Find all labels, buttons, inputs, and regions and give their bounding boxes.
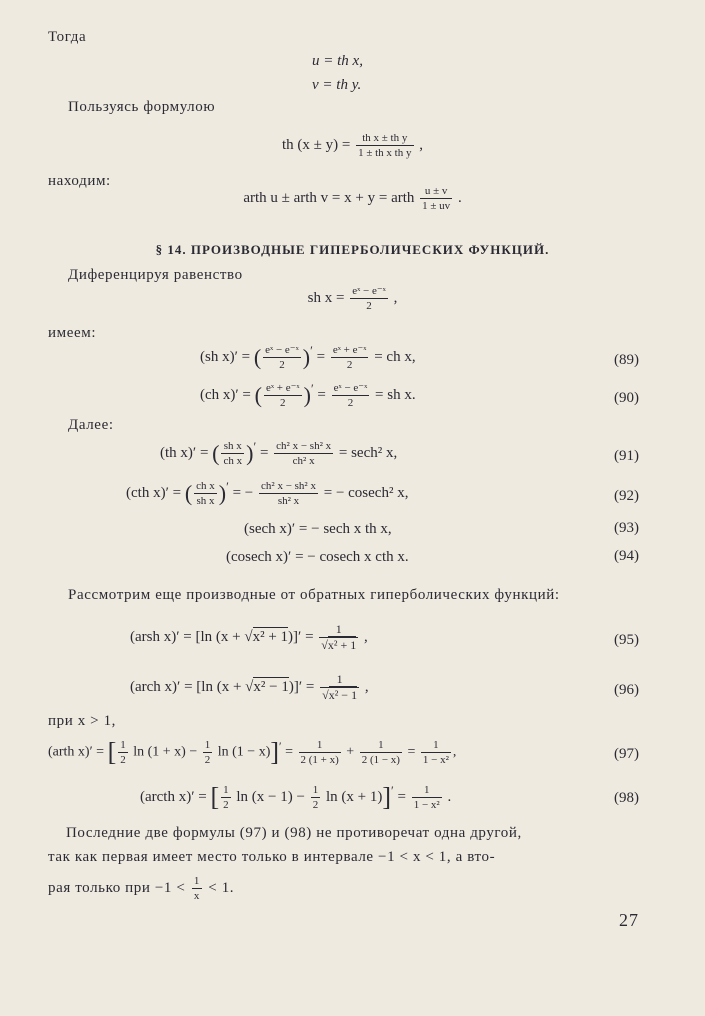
eq-95-rhs: )]′ = xyxy=(288,628,314,645)
eq-97-fraction-1 xyxy=(299,738,341,767)
fraction-denominator xyxy=(320,688,359,703)
prime-mark: ′ xyxy=(310,344,313,358)
eq-v-th: v = th y. xyxy=(312,77,362,93)
eq-98 xyxy=(140,782,451,812)
eq-94: (cosech x)′ = − cosech x cth x. xyxy=(226,549,409,565)
eq-98-mid2: ln (x + 1) xyxy=(325,789,383,805)
prime-mark: ′ xyxy=(310,382,314,396)
fraction-denominator: 1 ± th x th y xyxy=(358,147,412,159)
fraction-numerator: eˣ − e⁻ˣ xyxy=(265,344,299,357)
fraction-denominator: 2 xyxy=(280,397,286,410)
fraction-denominator: ch² x xyxy=(292,455,315,468)
fraction-denominator: 2 xyxy=(347,397,354,410)
eq-89-fraction xyxy=(331,343,369,372)
eq-96-fraction xyxy=(320,672,359,703)
eq-89-tail: = ch x, xyxy=(374,349,416,365)
left-bracket: [ xyxy=(107,737,117,767)
eq-92-inner-fraction xyxy=(194,479,217,508)
fraction-denominator xyxy=(319,638,358,653)
left-bracket: [ xyxy=(210,782,220,812)
right-paren: ) xyxy=(303,382,311,408)
text-dalee: Далее: xyxy=(68,417,114,433)
equals-sign: = xyxy=(285,744,293,760)
fraction-numerator: 1 xyxy=(120,739,126,751)
fraction-numerator: eˣ + e⁻ˣ xyxy=(265,382,300,395)
half-fraction xyxy=(118,738,128,767)
eq-number-95: (95) xyxy=(614,632,639,648)
eq-97-mid2: ln (1 − x) xyxy=(217,744,271,760)
section-title: § 14. ПРОИЗВОДНЫЕ ГИПЕРБОЛИЧЕСКИХ ФУНКЦИЙ. xyxy=(155,242,550,257)
fraction-numerator: 1 xyxy=(299,738,341,753)
text-last-line-1: Последние две формулы (97) и (98) не противоречат одна другой, xyxy=(66,825,522,841)
fraction-denominator: x xyxy=(193,890,200,902)
text-last-line-3 xyxy=(48,874,234,903)
prime-mark: ′ xyxy=(226,480,229,494)
right-paren: ) xyxy=(218,480,227,506)
fraction-numerator: eˣ + e⁻ˣ xyxy=(332,344,367,357)
eq-91 xyxy=(160,438,397,468)
eq-91-fraction xyxy=(274,439,333,468)
fraction-denominator: 2 xyxy=(204,754,211,766)
eq-95-lhs: (arsh x)′ = [ln (x + √ xyxy=(130,628,253,645)
eq-sh-def-tail: , xyxy=(393,289,398,306)
eq-91-inner-fraction xyxy=(221,439,244,468)
page-number: 27 xyxy=(619,910,639,930)
eq-97-fraction-3 xyxy=(421,738,451,767)
eq-number-96: (96) xyxy=(614,682,639,698)
prime-mark: ′ xyxy=(279,740,282,754)
fraction-denominator: 2 (1 + x) xyxy=(300,754,339,766)
reciprocal-fraction xyxy=(192,874,202,903)
fraction-denominator: 2 xyxy=(279,359,285,372)
right-paren: ) xyxy=(246,440,254,466)
eq-arth-sum-fraction xyxy=(420,184,452,213)
eq-95-tail: , xyxy=(364,628,368,645)
eq-th-sum-fraction xyxy=(356,131,413,160)
fraction-denominator: sh² x xyxy=(277,495,300,508)
text-formula: Пользуясь формулою xyxy=(68,99,216,115)
eq-sh-def-lhs: sh x = xyxy=(307,289,345,306)
fraction-numerator: sh x xyxy=(221,439,244,454)
fraction-numerator: u ± v xyxy=(420,184,452,199)
sqrt-sign: √ xyxy=(322,688,329,702)
fraction-denominator: 2 (1 − x) xyxy=(361,754,400,766)
text-diff: Диференцируя равенство xyxy=(68,267,243,283)
eq-95-fraction xyxy=(319,622,358,653)
eq-92-lhs: (cth x)′ = xyxy=(126,485,182,501)
eq-98-tail: . xyxy=(447,789,452,805)
sqrt-sign: √ xyxy=(321,638,328,652)
eq-97-mid1: ln (1 + x) − xyxy=(133,744,198,760)
fraction-numerator: 1 xyxy=(412,783,442,798)
eq-number-90: (90) xyxy=(614,390,639,406)
text-nahodim: находим: xyxy=(48,173,111,189)
left-paren: ( xyxy=(254,382,262,408)
eq-sh-def xyxy=(0,284,705,313)
eq-u-th: u = th x, xyxy=(312,53,363,69)
half-fraction xyxy=(311,783,321,812)
fraction-numerator: 1 xyxy=(360,738,402,753)
text-last-line-3a: рая только при −1 < xyxy=(48,879,186,896)
eq-93: (sech x)′ = − sech x th x, xyxy=(244,521,392,537)
fraction-denominator: sh x xyxy=(196,495,215,508)
fraction-numerator: 1 xyxy=(319,622,358,638)
eq-number-93: (93) xyxy=(614,520,639,536)
half-fraction xyxy=(203,738,213,767)
equals-sign: = xyxy=(407,744,416,760)
sqrt-radicand: x² − 1 xyxy=(328,688,358,702)
fraction-denominator: 2 xyxy=(346,359,353,372)
eq-arth-sum-tail: . xyxy=(457,189,462,206)
fraction-numerator: th x ± th y xyxy=(356,131,413,146)
eq-sh-def-fraction xyxy=(350,284,388,313)
eq-89-inner-fraction xyxy=(263,343,301,372)
eq-arth-sum-lhs: arth u ± arth v = x + y = arth xyxy=(243,189,415,206)
fraction-numerator: 1 xyxy=(421,738,451,753)
eq-92-tail: = − cosech² x, xyxy=(323,485,409,501)
fraction-numerator: ch² x − sh² x xyxy=(261,480,316,493)
eq-91-tail: = sech² x, xyxy=(338,445,398,461)
right-bracket: ] xyxy=(382,782,392,812)
eq-98-lhs: (arcth x)′ = xyxy=(140,789,207,805)
eq-91-lhs: (th x)′ = xyxy=(160,445,209,461)
eq-97-fraction-2 xyxy=(360,738,402,767)
right-bracket: ] xyxy=(270,737,280,767)
equals-sign: = xyxy=(397,789,406,805)
right-paren: ) xyxy=(302,344,311,370)
fraction-numerator: 1 xyxy=(204,739,211,751)
fraction-denominator: 2 xyxy=(223,799,229,812)
eq-96 xyxy=(130,672,369,703)
left-paren: ( xyxy=(253,344,262,370)
equals-sign: = xyxy=(316,349,326,365)
equals-sign: = xyxy=(259,445,269,461)
fraction-denominator: 1 − x² xyxy=(413,799,440,812)
eq-number-92: (92) xyxy=(614,488,639,504)
eq-96-radicand: x² − 1 xyxy=(253,678,289,695)
eq-89-lhs: (sh x)′ = xyxy=(200,349,251,365)
eq-number-94: (94) xyxy=(614,548,639,564)
eq-92-fraction xyxy=(259,479,318,508)
fraction-numerator: 1 xyxy=(320,672,359,688)
fraction-numerator: eˣ − e⁻ˣ xyxy=(333,382,368,395)
eq-96-lhs: (arch x)′ = [ln (x + √ xyxy=(130,678,254,695)
eq-90-inner-fraction xyxy=(264,381,302,410)
fraction-numerator: 1 xyxy=(312,784,319,797)
fraction-numerator: eˣ − e⁻ˣ xyxy=(352,285,386,297)
equals-sign: = xyxy=(317,387,326,403)
eq-95-radicand: x² + 1 xyxy=(252,628,289,645)
left-paren: ( xyxy=(184,480,193,506)
eq-89 xyxy=(200,342,416,372)
eq-92 xyxy=(126,478,408,508)
eq-96-rhs: )]′ = xyxy=(288,678,315,695)
fraction-denominator: 2 xyxy=(120,754,126,766)
eq-96-tail: , xyxy=(364,678,369,695)
prime-mark: ′ xyxy=(391,784,394,798)
eq-number-98: (98) xyxy=(614,790,639,806)
fraction-numerator: 1 xyxy=(193,875,200,887)
eq-90 xyxy=(200,380,416,410)
fraction-denominator: 2 xyxy=(312,799,319,812)
eq-98-fraction xyxy=(412,783,442,812)
eq-th-sum-lhs: th (x ± y) = xyxy=(281,136,351,153)
eq-97 xyxy=(48,738,456,767)
eq-97-tail: , xyxy=(452,744,457,760)
text-last-line-3b: < 1. xyxy=(208,879,235,896)
half-fraction xyxy=(221,783,231,812)
eq-90-tail: = sh x. xyxy=(375,387,416,403)
eq-90-lhs: (ch x)′ = xyxy=(200,387,251,403)
equals-minus-sign: = − xyxy=(232,485,254,501)
prime-mark: ′ xyxy=(253,440,257,454)
fraction-denominator: 1 ± uv xyxy=(422,200,451,212)
text-imeem: имеем: xyxy=(48,325,97,341)
eq-number-97: (97) xyxy=(614,746,639,762)
text-togda: Тогда xyxy=(48,29,87,45)
sqrt-radicand: x² + 1 xyxy=(327,638,357,652)
left-paren: ( xyxy=(212,440,220,466)
fraction-numerator: ch x xyxy=(196,480,215,493)
fraction-denominator: ch x xyxy=(223,455,243,468)
text-rassm: Рассмотрим еще производные от обратных гиперболических функций: xyxy=(68,587,560,603)
fraction-numerator: ch² x − sh² x xyxy=(276,440,332,453)
eq-number-91: (91) xyxy=(614,448,639,464)
fraction-numerator: 1 xyxy=(223,784,229,797)
text-last-line-2: так как первая имеет место только в интервале −1 < x < 1, а вто- xyxy=(48,849,496,865)
plus-sign: + xyxy=(346,744,355,760)
fraction-denominator: 2 xyxy=(366,300,372,312)
eq-arth-sum xyxy=(0,184,705,213)
eq-90-fraction xyxy=(332,381,370,410)
eq-number-89: (89) xyxy=(614,352,639,368)
text-pri: при x > 1, xyxy=(48,713,117,729)
eq-th-sum-tail: , xyxy=(419,136,423,153)
fraction-denominator: 1 − x² xyxy=(422,754,449,766)
eq-98-mid1: ln (x − 1) − xyxy=(236,789,305,805)
eq-th-sum xyxy=(0,131,705,160)
eq-95 xyxy=(130,622,368,653)
eq-97-lhs: (arth x)′ = xyxy=(48,744,105,760)
